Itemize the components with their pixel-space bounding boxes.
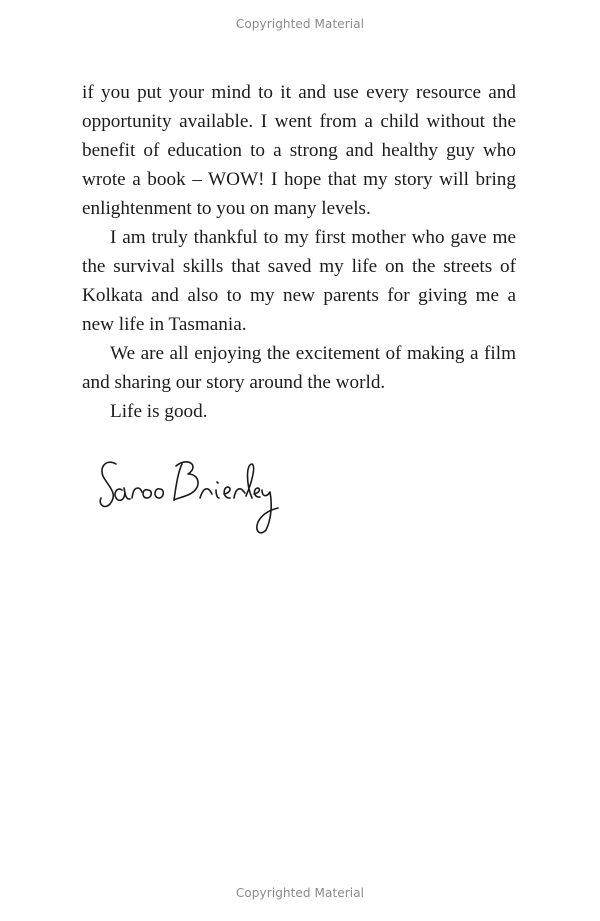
copyright-watermark-top: Copyrighted Material — [235, 17, 365, 31]
copyright-watermark-bottom: Copyrighted Material — [235, 886, 365, 900]
author-signature — [96, 452, 281, 542]
paragraph-continuation: if you put your mind to it and use every resource and opportunity available. I went from a child without the benefit of education to a strong and healthy guy who wrote a book – WOW! I hope that my story will bring enlightenment to you on many levels. — [82, 82, 516, 219]
paragraph-thanks: I am truly thankful to my first mother who gave me the survival skills that saved my life on the streets of Kolkata and also to my new parents for giving me a new life in Tasmania. — [82, 227, 516, 335]
paragraph-film: We are all enjoying the excitement of making a film and sharing our story around the world. — [82, 343, 516, 393]
signature-icon — [96, 452, 281, 542]
page-body-text — [82, 78, 516, 426]
paragraph-closing: Life is good. — [110, 401, 208, 422]
